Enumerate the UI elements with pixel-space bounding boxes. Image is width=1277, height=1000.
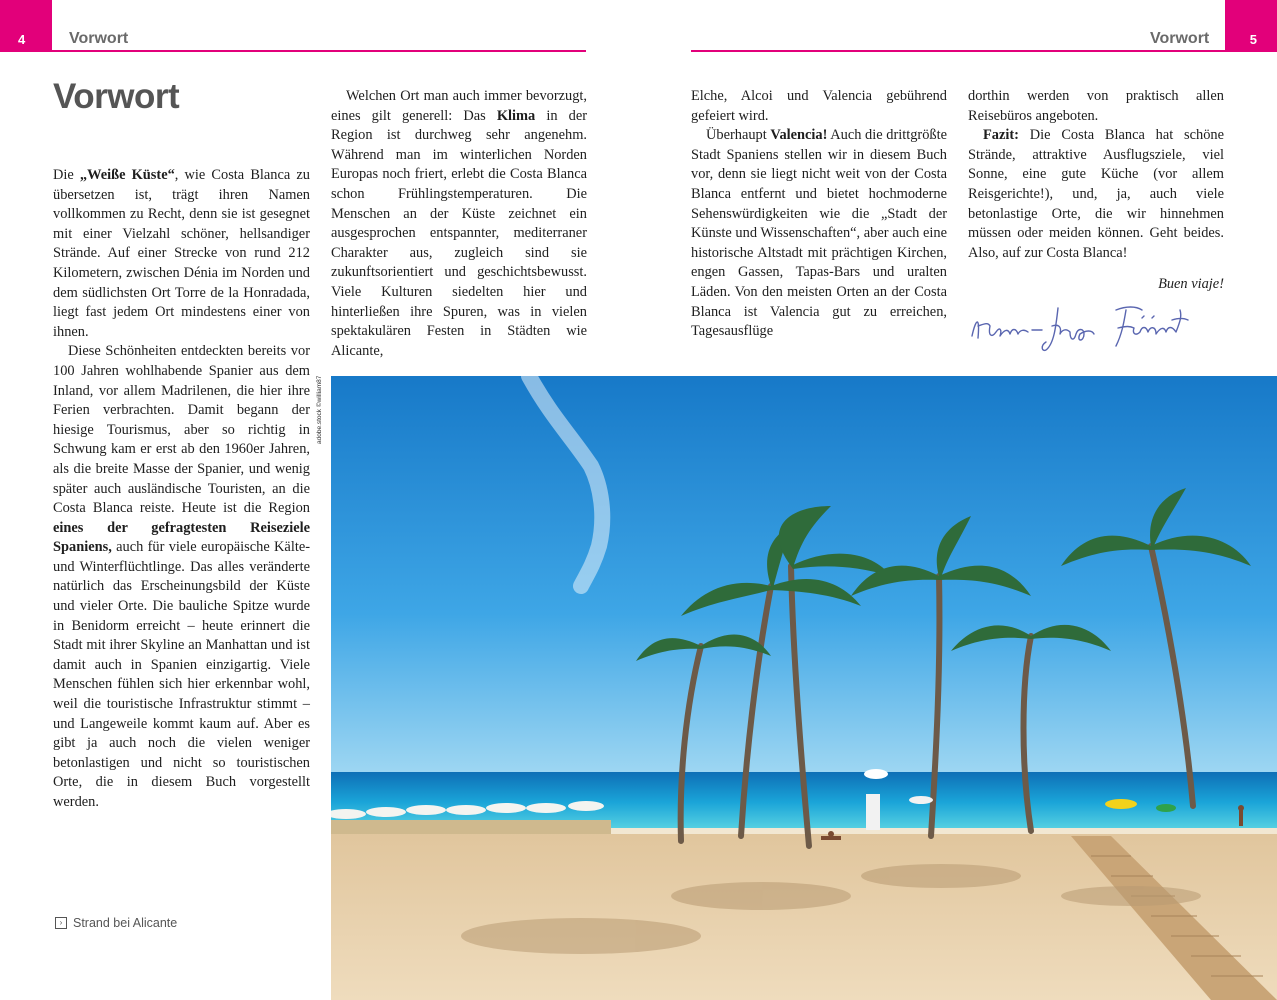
caption-arrow-icon: › [55,917,67,929]
beach-photo [331,376,1277,1000]
page-number-left: 4 [18,32,26,47]
paragraph: Fazit: Die Costa Blanca hat schöne Strände, attraktive Ausflugsziele, viel Sonne, eine gute Küche (vor allem Reisgerichte!), und, ja, auch viele betonlastige Orte, die wir hinnehmen müssen oder meiden können. Geht beides. Also, auf zur Costa Blanca! [968,127,1224,261]
text-column-2 [331,87,587,361]
bold-term: eines der gefragtesten Reiseziele Spaniens, [53,519,310,556]
running-head-right: Vorwort [1150,30,1210,47]
paragraph: Die „Weiße Küste“, wie Costa Blanca zu übersetzen ist, trägt ihren Namen vollkommen zu Recht, denn sie ist gesegnet mit einer Vielzahl schöner, hellsandiger Strände. Auf einer Strecke von rund 212 Kilometern, zwischen Dénia im Norden und dem südlichsten Ort Torre de la Honradada, liegt fast jedem Ort mindestens einer von ihnen. [53,167,310,340]
bold-term: „Weiße Küste“ [79,167,175,183]
text-column-1 [53,166,310,813]
photo-caption [55,916,177,930]
page-number-tab-right [1225,0,1277,52]
bold-term: Klima [496,107,536,124]
running-head-left: Vorwort [69,30,129,47]
text-column-3 [691,87,947,342]
header-rule-left [52,50,586,52]
paragraph: Welchen Ort man auch immer bevorzugt, eines gilt generell: Das Klima in der Region ist durchweg sehr angenehm. Während man im winterlichen Norden Europas noch friert, erlebt die Costa Blanca schon Frühlingstemperaturen. Die Menschen an der Küste zeichnet ein ausgesprochen entspannter, mediterraner Charakter aus, zugleich sind sie zukunftsorientiert und geschichtsbewusst. Viele Kulturen siedelten hier und hinterließen ihre Spuren, was in vielen spektakulären Festen in Städten wie Alicante, [331,88,587,359]
bold-term: Valencia! [770,127,828,144]
author-signature [966,296,1228,354]
bold-term: Fazit: [983,127,1019,144]
paragraph: Elche, Alcoi und Valencia gebührend gefeiert wird. [691,88,947,124]
paragraph: dorthin werden von praktisch allen Reisebüros angeboten. [968,88,1224,124]
page-title: Vorwort [53,77,180,116]
paragraph: Diese Schönheiten entdeckten bereits vor 100 Jahren wohlhabende Spanier aus dem Inland, vor allem Madrilenen, die hier ihre Ferien verbrachten. Damit begann der hiesige Tourismus, aber so richtig in Schwung kam er erst ab den 1960er Jahren, als die breite Masse der Spanier, und wenig später auch ausländische Touristen, an die Costa Blanca reiste. Heute ist die Region eines der gefragtesten Reiseziele Spaniens, auch für viele europäische Kälte- und Winterflüchtlinge. Das alles veränderte natürlich das Erscheinungsbild der Küste und vieler Orte. Die bauliche Spitze wurde in Benidorm erreicht – heute erinnert die Stadt mit ihrer Skyline an Manhattan und ist damit auch in Spanien einzigartig. Viele Menschen fühlen sich hier erkennbar wohl, weil die touristische Infrastruktur stimmt – und Langeweile kommt kaum auf. Aber es gibt ja auch noch die vielen weniger betonlastigen und nicht so touristischen Orte, die in diesem Buch vorgestellt werden. [53,343,310,810]
photo-credit: adobe.stock ©william87 [316,375,323,444]
sign-off: Buen viaje! [1158,276,1224,293]
paragraph: Überhaupt Valencia! Auch die drittgrößte Stadt Spaniens stellen wir in diesem Buch vor, denn sie liegt nicht weit von der Costa Blanca entfernt und bietet hochmoderne Sehenswürdigkeiten wie die „Stadt der Künste und Wissenschaften“, aber auch eine historische Altstadt mit prächtigen Kirchen, engen Gassen, Tapas-Bars und uralten Läden. Von den meisten Orten an der Costa Blanca ist Valencia gut zu erreichen, Tagesausflüge [691,127,947,340]
caption-text: Strand bei Alicante [73,916,178,930]
page-number-tab-left [0,0,52,52]
header-rule-right [691,50,1225,52]
page-number-right: 5 [1249,32,1257,47]
text-column-4 [968,87,1224,295]
